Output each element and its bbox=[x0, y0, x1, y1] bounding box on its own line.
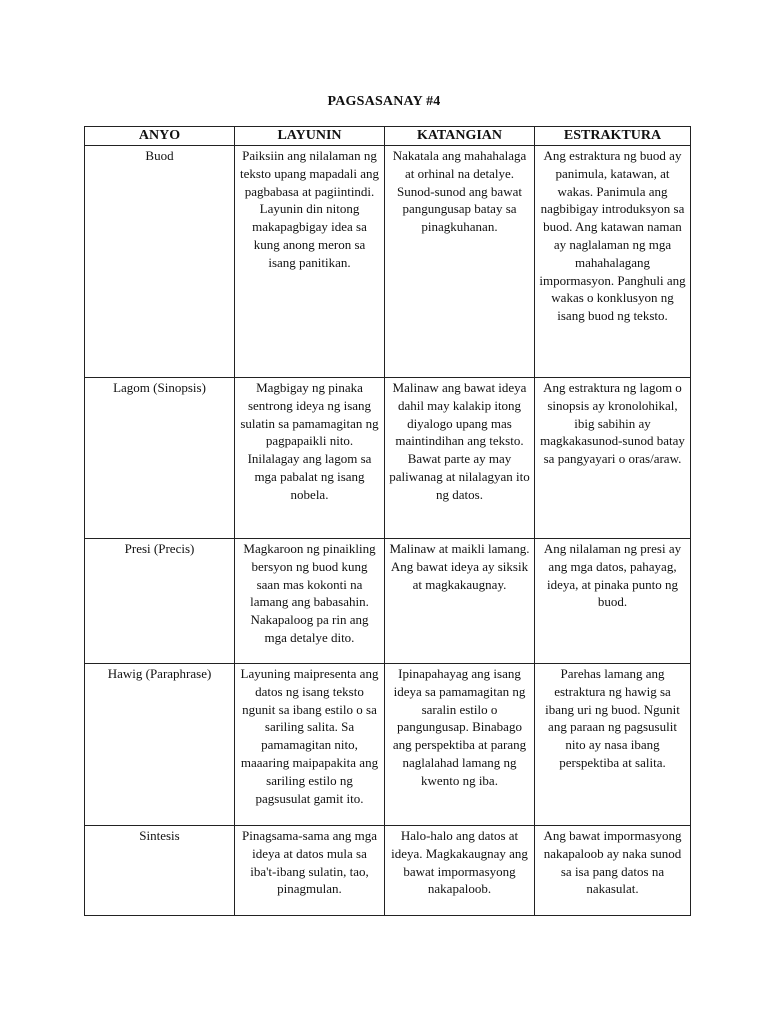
forms-table bbox=[84, 126, 691, 916]
cell-anyo bbox=[85, 378, 235, 539]
table-header-row bbox=[85, 127, 691, 146]
katangian-text: Halo-halo ang datos at ideya. Magkakaugnay ang bawat impormasyong nakapaloob. bbox=[391, 828, 528, 897]
anyo-text: Hawig (Paraphrase) bbox=[107, 666, 212, 681]
cell-katangian bbox=[385, 664, 535, 826]
cell-katangian bbox=[385, 539, 535, 664]
anyo-text: Buod bbox=[145, 148, 174, 163]
table-row-buod bbox=[85, 146, 691, 378]
cell-katangian bbox=[385, 826, 535, 916]
cell-anyo bbox=[85, 826, 235, 916]
anyo-text: Lagom (Sinopsis) bbox=[113, 380, 206, 395]
katangian-text: Malinaw ang bawat ideya dahil may kalakip itong diyalogo upang mas maintindihan ang teksto. Bawat parte ay may paliwanag at nilalagyan ito ng datos. bbox=[389, 380, 530, 502]
cell-layunin bbox=[235, 826, 385, 916]
estraktura-text: Ang estraktura ng buod ay panimula, katawan, at wakas. Panimula ang nagbibigay introduksyon sa buod. Ang katawan naman ay naglalaman ng mga mahahalagang impormasyon. Panghuli ang wakas o konklusyon ng isang buod ng teksto. bbox=[539, 148, 686, 324]
cell-estraktura bbox=[535, 826, 691, 916]
cell-anyo bbox=[85, 146, 235, 378]
layunin-text: Magkaroon ng pinaikling bersyon ng buod kung saan mas kokonti na lamang ang babasahin. Nakapaloog pa rin ang mga detalye dito. bbox=[243, 541, 376, 645]
anyo-text: Presi (Precis) bbox=[124, 541, 195, 556]
page-title: PAGSASANAY #4 bbox=[327, 94, 441, 109]
cell-estraktura bbox=[535, 539, 691, 664]
anyo-text: Sintesis bbox=[139, 828, 180, 843]
cell-katangian bbox=[385, 378, 535, 539]
header-layunin: LAYUNIN bbox=[235, 127, 385, 146]
katangian-text: Malinaw at maikli lamang. Ang bawat ideya ay siksik at magkakaugnay. bbox=[389, 541, 530, 592]
layunin-text: Paiksiin ang nilalaman ng teksto upang mapadali ang pagbabasa at pagiintindi. Layunin din nitong makapagbigay idea sa kung anong meron sa isang panitikan. bbox=[240, 148, 379, 270]
cell-katangian bbox=[385, 146, 535, 378]
katangian-text: Ipinapahayag ang isang ideya sa pamamagitan ng saralin estilo o pangungusap. Binabago ang perspektiba at parang naglalahad lamang ng kwento ng iba. bbox=[392, 666, 527, 788]
cell-layunin bbox=[235, 146, 385, 378]
katangian-text: Nakatala ang mahahalaga at orhinal na detalye. Sunod-sunod ang bawat pangungusap batay sa pinagkuhanan. bbox=[392, 148, 527, 235]
cell-anyo bbox=[85, 664, 235, 826]
layunin-text: Layuning maipresenta ang datos ng isang teksto ngunit sa ibang estilo o sa sariling salita. Sa pamamagitan nito, maaaring maipapakita ang sariling estilo ng pagsusulat gamit ito. bbox=[240, 666, 379, 806]
estraktura-text: Ang estraktura ng lagom o sinopsis ay kronolohikal, ibig sabihin ay magkakasunod-sunod batay sa pangyayari o oras/araw. bbox=[540, 380, 685, 467]
table-row-hawig bbox=[85, 664, 691, 826]
header-estraktura: ESTRAKTURA bbox=[535, 127, 691, 146]
cell-layunin bbox=[235, 378, 385, 539]
table-row-presi bbox=[85, 539, 691, 664]
estraktura-text: Ang bawat impormasyong nakapaloob ay naka sunod sa isa pang datos na nakasulat. bbox=[543, 828, 682, 897]
cell-estraktura bbox=[535, 146, 691, 378]
header-katangian: KATANGIAN bbox=[385, 127, 535, 146]
table-row-sintesis bbox=[85, 826, 691, 916]
table-row-lagom bbox=[85, 378, 691, 539]
cell-estraktura bbox=[535, 664, 691, 826]
estraktura-text: Parehas lamang ang estraktura ng hawig sa ibang uri ng buod. Ngunit ang paraan ng pagsusulit nito ay nasa ibang perspektiba at salita. bbox=[545, 666, 680, 770]
cell-layunin bbox=[235, 539, 385, 664]
layunin-text: Pinagsama-sama ang mga ideya at datos mula sa iba't-ibang sulatin, tao, pinagmulan. bbox=[241, 828, 377, 897]
cell-layunin bbox=[235, 664, 385, 826]
cell-estraktura bbox=[535, 378, 691, 539]
estraktura-text: Ang nilalaman ng presi ay ang mga datos, pahayag, ideya, at pinaka punto ng buod. bbox=[543, 541, 682, 610]
header-anyo: ANYO bbox=[85, 127, 235, 146]
cell-anyo bbox=[85, 539, 235, 664]
layunin-text: Magbigay ng pinaka sentrong ideya ng isang sulatin sa pamamagitan ng pagpapaikli nito. Inilalagay ang lagom sa mga pabalat ng isang nobela. bbox=[240, 380, 379, 502]
